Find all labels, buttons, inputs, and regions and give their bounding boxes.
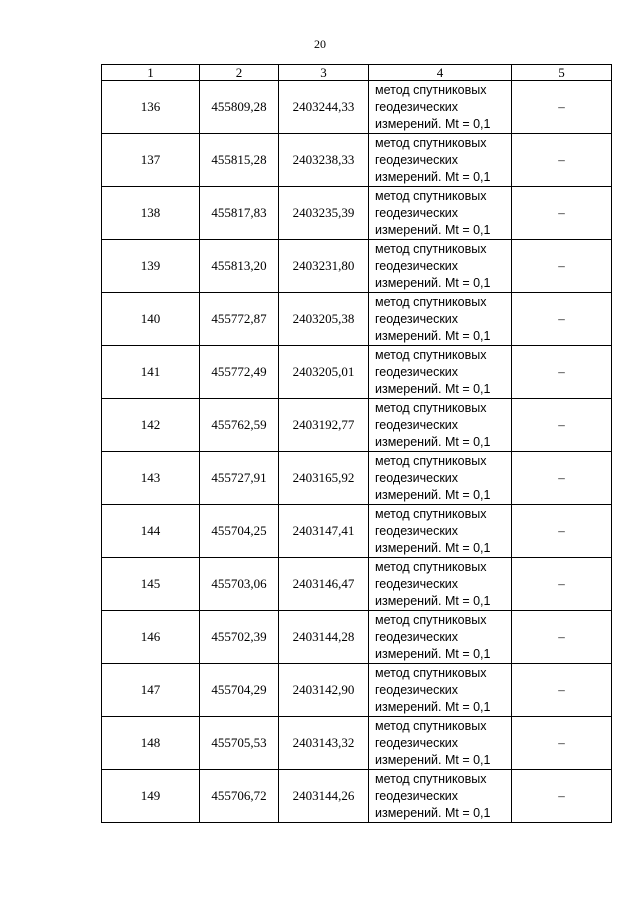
method-line-2: геодезических <box>375 311 459 326</box>
method-line-1: метод спутниковых <box>375 241 487 256</box>
description-cell <box>512 611 612 664</box>
dash-mark: – <box>558 788 565 803</box>
y-coordinate-cell: 2403238,33 <box>279 134 369 187</box>
y-coordinate-cell: 2403231,80 <box>279 240 369 293</box>
method-line-2: геодезических <box>375 470 459 485</box>
description-cell <box>512 134 612 187</box>
method-line-3: измерений. Mt = 0,1 <box>375 752 491 767</box>
table-row <box>102 664 612 717</box>
method-line-1: метод спутниковых <box>375 82 487 97</box>
method-cell <box>369 452 512 505</box>
description-cell <box>512 81 612 134</box>
method-line-3: измерений. Mt = 0,1 <box>375 805 491 820</box>
method-cell <box>369 664 512 717</box>
method-cell <box>369 717 512 770</box>
method-line-3: измерений. Mt = 0,1 <box>375 222 491 237</box>
dash-mark: – <box>558 629 565 644</box>
method-line-3: измерений. Mt = 0,1 <box>375 699 491 714</box>
x-coordinate-cell: 455815,28 <box>200 134 279 187</box>
method-line-2: геодезических <box>375 523 459 538</box>
x-coordinate-cell: 455813,20 <box>200 240 279 293</box>
method-cell <box>369 134 512 187</box>
point-number-cell: 149 <box>102 770 200 823</box>
method-line-3: измерений. Mt = 0,1 <box>375 540 491 555</box>
description-cell <box>512 558 612 611</box>
point-number-cell: 137 <box>102 134 200 187</box>
description-cell <box>512 346 612 399</box>
table-row <box>102 187 612 240</box>
x-coordinate-cell: 455706,72 <box>200 770 279 823</box>
y-coordinate-cell: 2403205,38 <box>279 293 369 346</box>
x-coordinate-cell: 455817,83 <box>200 187 279 240</box>
table-row <box>102 505 612 558</box>
x-coordinate-cell: 455704,29 <box>200 664 279 717</box>
description-cell <box>512 505 612 558</box>
x-coordinate-cell: 455772,87 <box>200 293 279 346</box>
table-row <box>102 611 612 664</box>
method-line-2: геодезических <box>375 258 459 273</box>
method-line-1: метод спутниковых <box>375 559 487 574</box>
method-line-3: измерений. Mt = 0,1 <box>375 169 491 184</box>
method-line-3: измерений. Mt = 0,1 <box>375 116 491 131</box>
dash-mark: – <box>558 417 565 432</box>
point-number-cell: 141 <box>102 346 200 399</box>
dash-mark: – <box>558 311 565 326</box>
dash-mark: – <box>558 205 565 220</box>
y-coordinate-cell: 2403144,28 <box>279 611 369 664</box>
y-coordinate-cell: 2403143,32 <box>279 717 369 770</box>
method-line-2: геодезических <box>375 99 459 114</box>
method-cell <box>369 81 512 134</box>
y-coordinate-cell: 2403142,90 <box>279 664 369 717</box>
method-line-2: геодезических <box>375 576 459 591</box>
point-number-cell: 143 <box>102 452 200 505</box>
description-cell <box>512 187 612 240</box>
dash-mark: – <box>558 576 565 591</box>
column-header: 5 <box>512 65 612 81</box>
x-coordinate-cell: 455772,49 <box>200 346 279 399</box>
table-row <box>102 81 612 134</box>
y-coordinate-cell: 2403244,33 <box>279 81 369 134</box>
description-cell <box>512 664 612 717</box>
x-coordinate-cell: 455762,59 <box>200 399 279 452</box>
y-coordinate-cell: 2403192,77 <box>279 399 369 452</box>
dash-mark: – <box>558 99 565 114</box>
table-row <box>102 240 612 293</box>
y-coordinate-cell: 2403146,47 <box>279 558 369 611</box>
table-row <box>102 134 612 187</box>
table-row <box>102 717 612 770</box>
method-line-1: метод спутниковых <box>375 453 487 468</box>
point-number-cell: 140 <box>102 293 200 346</box>
y-coordinate-cell: 2403205,01 <box>279 346 369 399</box>
x-coordinate-cell: 455703,06 <box>200 558 279 611</box>
point-number-cell: 139 <box>102 240 200 293</box>
method-line-1: метод спутниковых <box>375 771 487 786</box>
page-number: 20 <box>314 37 326 51</box>
dash-mark: – <box>558 682 565 697</box>
dash-mark: – <box>558 364 565 379</box>
method-line-3: измерений. Mt = 0,1 <box>375 593 491 608</box>
method-line-1: метод спутниковых <box>375 718 487 733</box>
method-line-2: геодезических <box>375 417 459 432</box>
table-row <box>102 293 612 346</box>
column-header: 3 <box>279 65 369 81</box>
method-line-1: метод спутниковых <box>375 506 487 521</box>
method-line-3: измерений. Mt = 0,1 <box>375 275 491 290</box>
dash-mark: – <box>558 523 565 538</box>
dash-mark: – <box>558 152 565 167</box>
point-number-cell: 148 <box>102 717 200 770</box>
y-coordinate-cell: 2403147,41 <box>279 505 369 558</box>
method-line-2: геодезических <box>375 788 459 803</box>
column-header: 2 <box>200 65 279 81</box>
method-line-1: метод спутниковых <box>375 294 487 309</box>
description-cell <box>512 452 612 505</box>
dash-mark: – <box>558 735 565 750</box>
method-cell <box>369 558 512 611</box>
method-line-2: геодезических <box>375 364 459 379</box>
point-number-cell: 138 <box>102 187 200 240</box>
method-line-2: геодезических <box>375 735 459 750</box>
table-row <box>102 452 612 505</box>
description-cell <box>512 770 612 823</box>
method-line-3: измерений. Mt = 0,1 <box>375 434 491 449</box>
method-line-2: геодезических <box>375 682 459 697</box>
point-number-cell: 145 <box>102 558 200 611</box>
x-coordinate-cell: 455702,39 <box>200 611 279 664</box>
description-cell <box>512 240 612 293</box>
table-row <box>102 399 612 452</box>
method-line-3: измерений. Mt = 0,1 <box>375 646 491 661</box>
table-row <box>102 770 612 823</box>
point-number-cell: 147 <box>102 664 200 717</box>
description-cell <box>512 399 612 452</box>
method-cell <box>369 187 512 240</box>
method-line-3: измерений. Mt = 0,1 <box>375 381 491 396</box>
method-cell <box>369 611 512 664</box>
point-number-cell: 142 <box>102 399 200 452</box>
method-line-1: метод спутниковых <box>375 665 487 680</box>
description-cell <box>512 717 612 770</box>
method-line-1: метод спутниковых <box>375 135 487 150</box>
method-line-3: измерений. Mt = 0,1 <box>375 487 491 502</box>
method-cell <box>369 346 512 399</box>
point-number-cell: 146 <box>102 611 200 664</box>
x-coordinate-cell: 455704,25 <box>200 505 279 558</box>
x-coordinate-cell: 455705,53 <box>200 717 279 770</box>
column-header: 4 <box>369 65 512 81</box>
method-line-1: метод спутниковых <box>375 400 487 415</box>
y-coordinate-cell: 2403144,26 <box>279 770 369 823</box>
table-row <box>102 558 612 611</box>
method-line-2: геодезических <box>375 629 459 644</box>
method-line-2: геодезических <box>375 205 459 220</box>
method-cell <box>369 293 512 346</box>
y-coordinate-cell: 2403165,92 <box>279 452 369 505</box>
method-line-1: метод спутниковых <box>375 188 487 203</box>
method-cell <box>369 770 512 823</box>
method-cell <box>369 505 512 558</box>
dash-mark: – <box>558 470 565 485</box>
method-line-1: метод спутниковых <box>375 612 487 627</box>
method-cell <box>369 240 512 293</box>
dash-mark: – <box>558 258 565 273</box>
column-header: 1 <box>102 65 200 81</box>
table-header-row <box>102 65 612 81</box>
table-row <box>102 346 612 399</box>
point-number-cell: 144 <box>102 505 200 558</box>
description-cell <box>512 293 612 346</box>
x-coordinate-cell: 455809,28 <box>200 81 279 134</box>
method-cell <box>369 399 512 452</box>
point-number-cell: 136 <box>102 81 200 134</box>
y-coordinate-cell: 2403235,39 <box>279 187 369 240</box>
method-line-3: измерений. Mt = 0,1 <box>375 328 491 343</box>
method-line-2: геодезических <box>375 152 459 167</box>
x-coordinate-cell: 455727,91 <box>200 452 279 505</box>
coordinates-table <box>101 64 612 823</box>
method-line-1: метод спутниковых <box>375 347 487 362</box>
